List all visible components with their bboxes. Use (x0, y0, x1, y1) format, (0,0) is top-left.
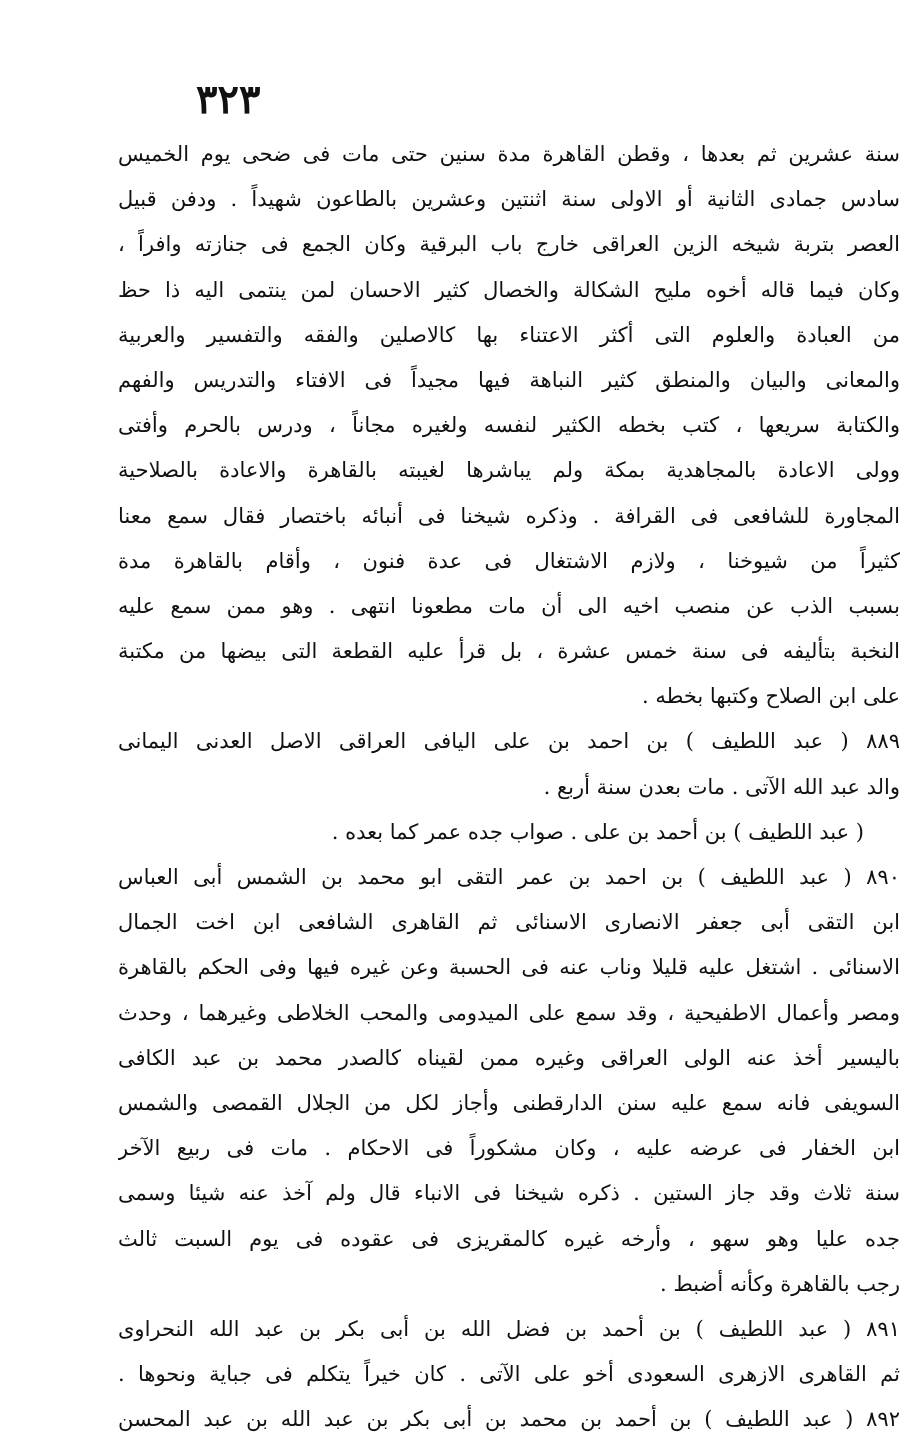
text-line: رجب بالقاهرة وكأنه أضبط . (659, 1271, 900, 1296)
text-line: ابن الخفار فى عرضه عليه ، وكان مشكوراً فى الاحكام . مات فى ربيع الآخر (118, 1136, 900, 1161)
text-line: ( عبد اللطيف ) بن أحمد بن على . صواب جده عمر كما بعده . (331, 819, 864, 844)
text-body (118, 132, 900, 1442)
text-line: ٨٨٩ ( عبد اللطيف ) بن احمد بن على اليافى العراقى الاصل العدنى اليمانى (118, 729, 900, 754)
text-line: الاسنائى . اشتغل عليه قليلا وناب عنه فى الحسبة وعن غيره فيها وفى الحكم بالقاهرة (118, 955, 900, 980)
text-line: النخبة بتأليفه فى سنة خمس عشرة ، بل قرأ عليه القطعة التى بيضها من مكتبة (118, 639, 900, 664)
text-line: والد عبد الله الآتى . مات بعدن سنة أربع . (543, 774, 900, 799)
text-line: وولى الاعادة بالمجاهدية بمكة ولم يباشرها لغيبته بالقاهرة والاعادة بالصلاحية (118, 458, 900, 483)
text-line: العصر بتربة شيخه الزين العراقى خارج باب البرقية وكان الجمع فى جنازته وافراً ، (118, 232, 900, 257)
text-line: والكتابة سريعها ، كتب بخطه الكثير لنفسه ولغيره مجاناً ، ودرس بالحرم وأفتى (118, 413, 900, 438)
text-line: على ابن الصلاح وكتبها بخطه . (641, 684, 900, 709)
text-line: المجاورة للشافعى فى القرافة . وذكره شيخنا فى أنبائه باختصار فقال سمع معنا (118, 503, 900, 528)
text-line: ٨٩٢ ( عبد اللطيف ) بن أحمد بن محمد بن أبى بكر بن عبد الله بن عبد المحسن (118, 1407, 900, 1432)
text-line: بسبب الذب عن منصب اخيه الى أن مات مطعونا انتهى . وهو ممن سمع عليه (118, 593, 900, 618)
text-line: ومصر وأعمال الاطفيحية ، وقد سمع على الميدومى والمحب الخلاطى وغيرهما ، وحدث (118, 1000, 900, 1025)
page-number: ٣٢٣ (196, 76, 261, 123)
text-line: ثم القاهرى الازهرى السعودى أخو على الآتى . كان خيراً يتكلم فى جباية ونحوها . (118, 1362, 900, 1387)
text-line: سادس جمادى الثانية أو الاولى سنة اثنتين وعشرين بالطاعون شهيداً . ودفن قبيل (118, 187, 900, 212)
text-line: كثيراً من شيوخنا ، ولازم الاشتغال فى عدة فنون ، وأقام بالقاهرة مدة (118, 548, 900, 573)
text-line: باليسير أخذ عنه الولى العراقى وغيره ممن لقيناه كالصدر محمد بن عبد الكافى (118, 1045, 900, 1070)
text-line: وكان فيما قاله أخوه مليح الشكالة والخصال كثير الاحسان لمن ينتمى اليه ذا حظ (118, 277, 900, 302)
text-line: من العبادة والعلوم التى أكثر الاعتناء بها كالاصلين والفقه والتفسير والعربية (118, 322, 900, 347)
text-line: السويفى فانه سمع عليه سنن الدارقطنى وأجاز لكل من الجلال القمصى والشمس (118, 1090, 900, 1115)
text-line: ٨٩١ ( عبد اللطيف ) بن أحمد بن فضل الله بن أبى بكر بن عبد الله النحراوى (118, 1316, 900, 1341)
text-line: جده عليا وهو سهو ، وأرخه غيره كالمقريزى فى عقوده فى يوم السبت ثالث (118, 1226, 900, 1251)
text-line: ابن التقى أبى جعفر الانصارى الاسنائى ثم القاهرى الشافعى ابن اخت الجمال (118, 910, 900, 935)
text-line: والمعانى والبيان والمنطق كثير النباهة فيها مجيداً فى الافتاء والتدريس والفهم (118, 367, 900, 392)
text-line: سنة عشرين ثم بعدها ، وقطن القاهرة مدة سنين حتى مات فى ضحى يوم الخميس (118, 142, 900, 166)
text-line: ٨٩٠ ( عبد اللطيف ) بن احمد بن عمر التقى ابو محمد بن الشمس أبى العباس (118, 865, 900, 889)
text-line: سنة ثلاث وقد جاز الستين . ذكره شيخنا فى الانباء قال ولم آخذ عنه شيئا وسمى (118, 1181, 900, 1206)
